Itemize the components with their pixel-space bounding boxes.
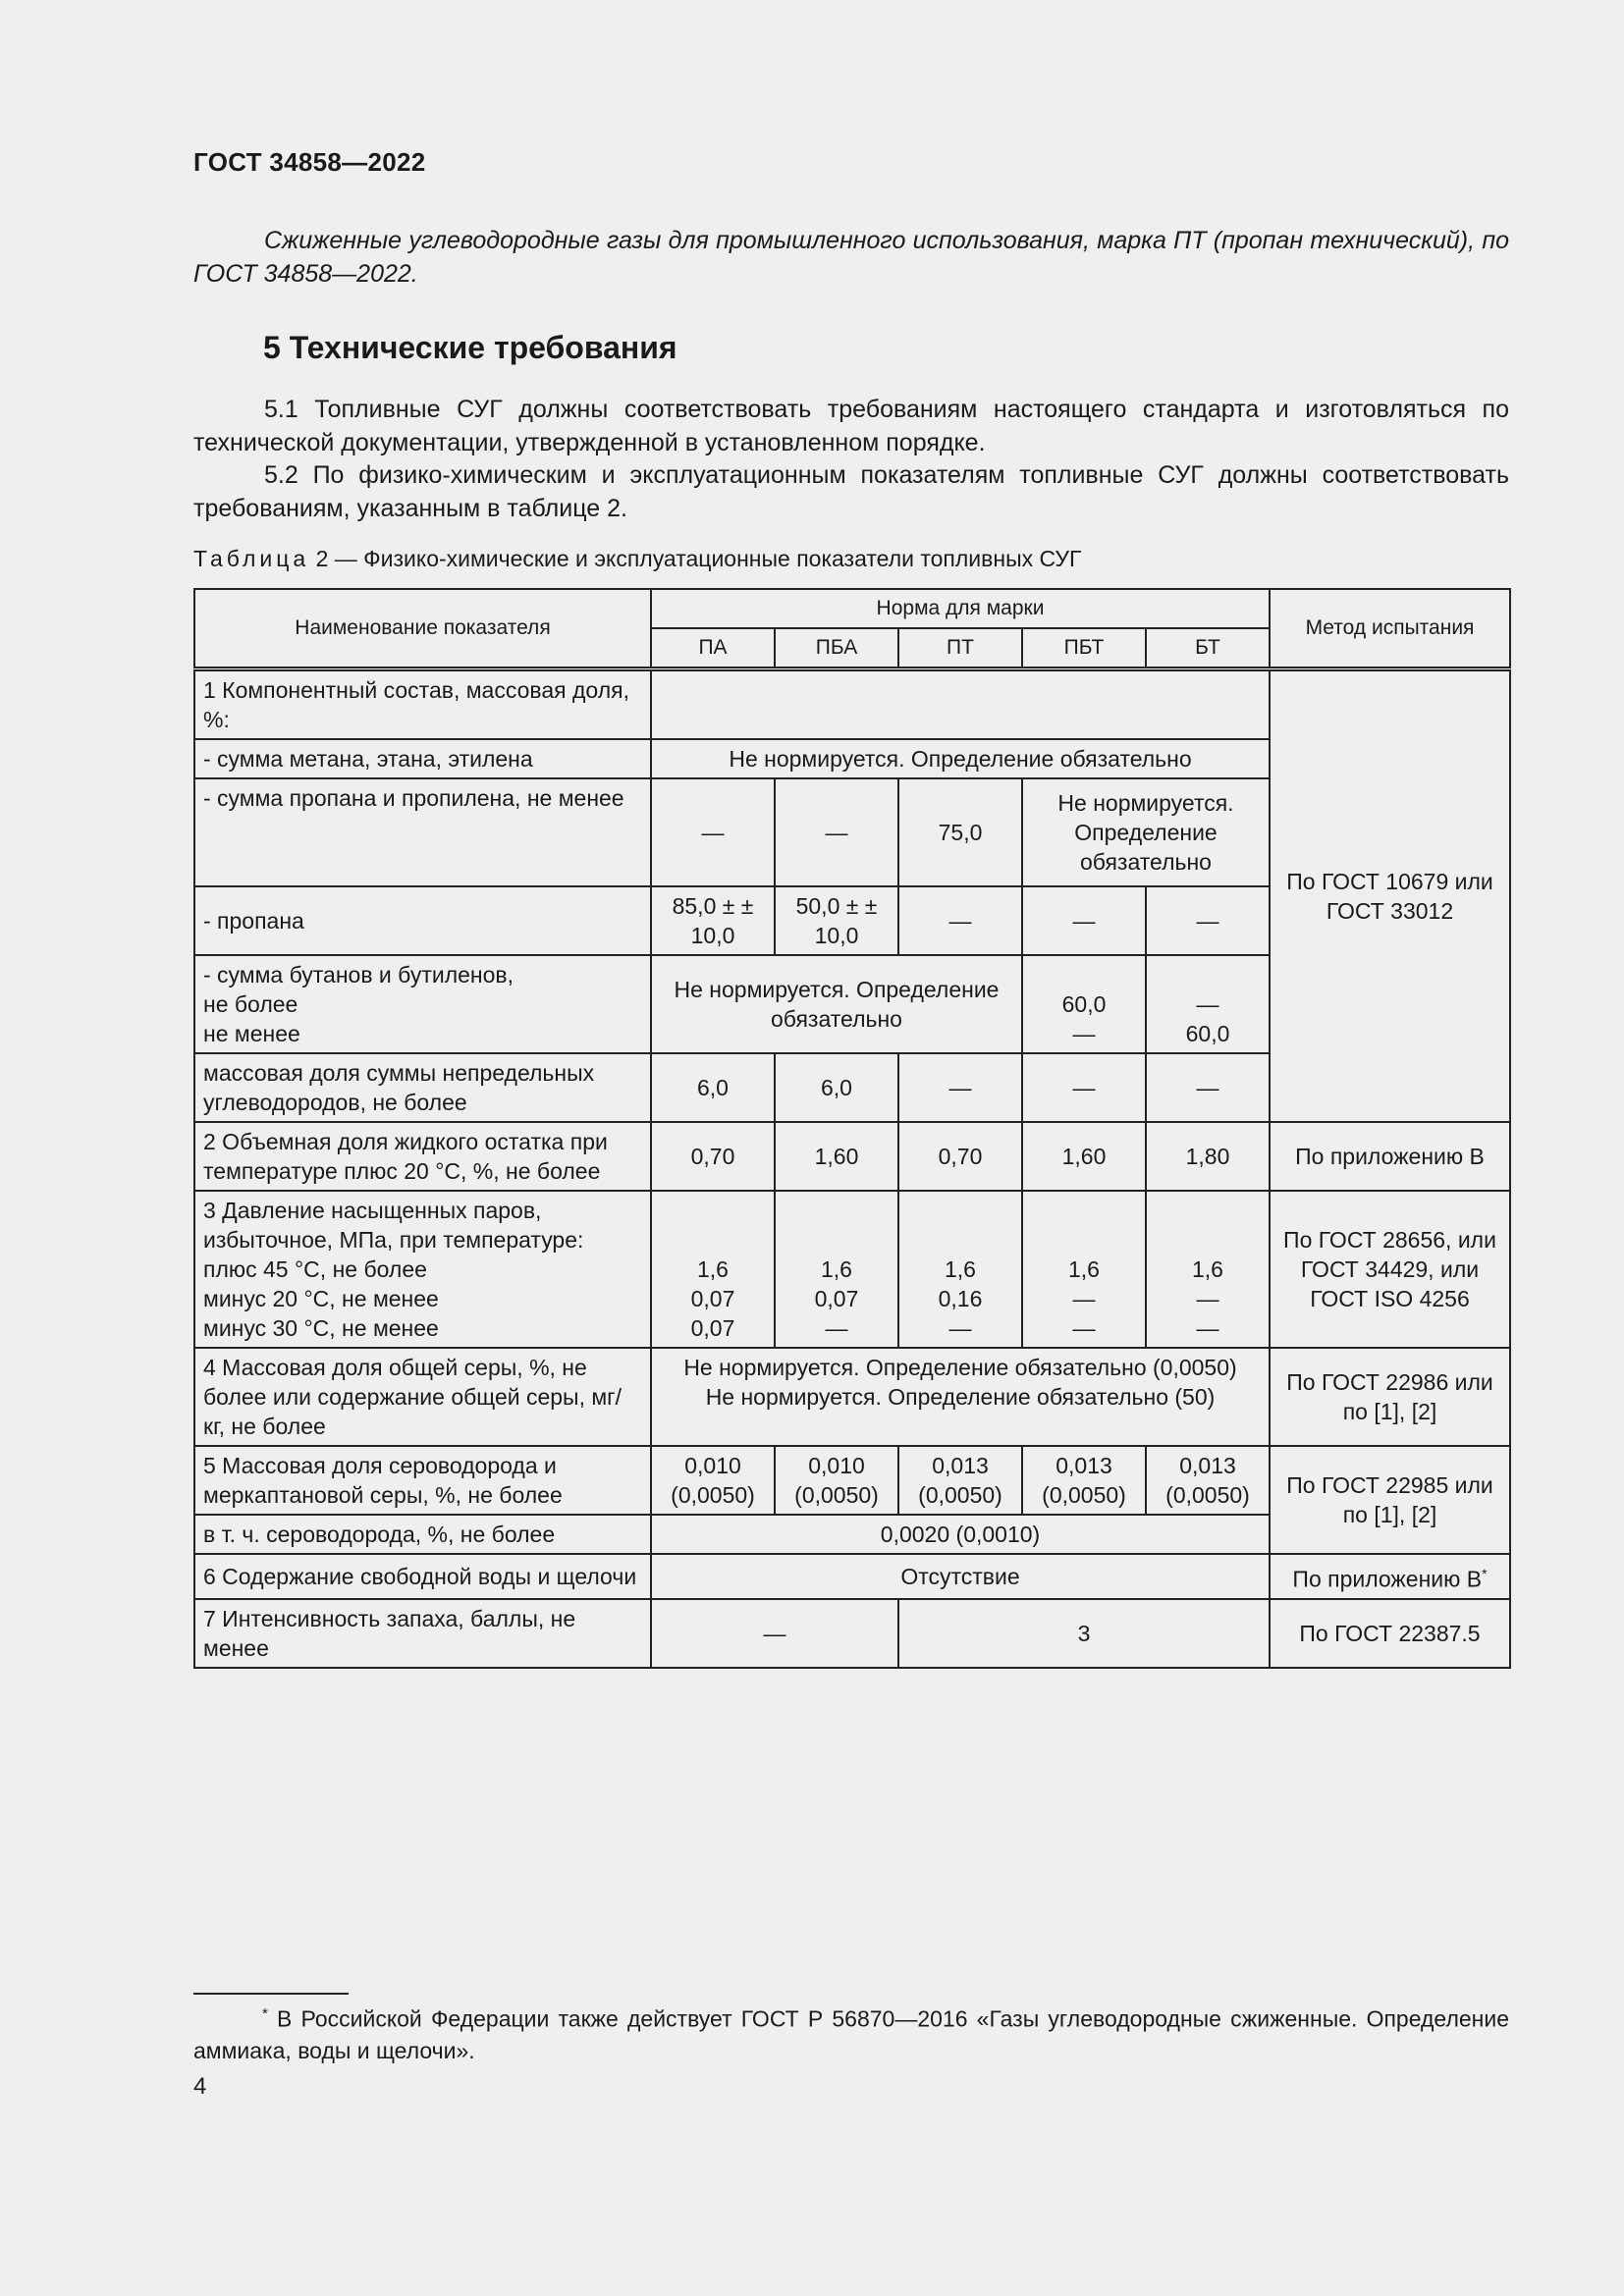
row-3-pa <box>651 1191 775 1348</box>
page-number: 4 <box>193 2073 207 2100</box>
row-3-name <box>194 1191 651 1348</box>
row-1d-first: Не нормируется. Определение обязательно <box>651 955 1022 1053</box>
row-1c-pt: — <box>898 886 1022 955</box>
grade-bt: БТ <box>1146 628 1270 669</box>
table-header-row <box>194 589 1510 628</box>
row-3-pt-2: 0,16 <box>938 1286 983 1311</box>
table-caption-word: Таблица <box>193 546 310 571</box>
row-6-method-mark: * <box>1482 1566 1488 1581</box>
row-1b-name: - сумма пропана и пропилена, не менее <box>194 778 651 886</box>
row-1d-pbt <box>1022 955 1146 1053</box>
row-3-pba-1: 1,6 <box>821 1256 852 1282</box>
row-1-method: По ГОСТ 10679 или ГОСТ 33012 <box>1270 669 1510 1123</box>
row-5-name: 5 Массовая доля сероводорода и меркаптановой серы, %, не более <box>194 1446 651 1515</box>
row-3-pa-3: 0,07 <box>690 1315 735 1341</box>
row-5-pt: 0,013 (0,0050) <box>898 1446 1022 1515</box>
row-1d-bt-1: — <box>1196 991 1219 1017</box>
grade-pba: ПБА <box>775 628 898 669</box>
row-3-bt-2: — <box>1196 1286 1219 1311</box>
table-row <box>194 1446 1510 1515</box>
row-3-bt-3: — <box>1196 1315 1219 1341</box>
table-caption-text: 2 — Физико-химические и эксплуатационные показатели топливных СУГ <box>309 546 1082 571</box>
row-3-pt <box>898 1191 1022 1348</box>
row-1b-pa: — <box>651 778 775 886</box>
row-1-empty <box>651 669 1270 740</box>
grade-pt: ПТ <box>898 628 1022 669</box>
row-1c-pa: 85,0 ± ± 10,0 <box>651 886 775 955</box>
table-row <box>194 669 1510 740</box>
row-1d-bt <box>1146 955 1270 1053</box>
header-norm: Норма для марки <box>651 589 1270 628</box>
row-1c-pbt: — <box>1022 886 1146 955</box>
row-2-pba: 1,60 <box>775 1122 898 1191</box>
row-3-bt-1: 1,6 <box>1192 1256 1223 1282</box>
row-1c-pba: 50,0 ± ± 10,0 <box>775 886 898 955</box>
row-3-name-line2: плюс 45 °С, не более <box>203 1256 427 1282</box>
row-3-pba-2: 0,07 <box>814 1286 859 1311</box>
row-4-value <box>651 1348 1270 1446</box>
row-1a-name: - сумма метана, этана, этилена <box>194 739 651 778</box>
table-row <box>194 1599 1510 1668</box>
row-3-pbt-2: — <box>1072 1286 1096 1311</box>
row-3-pbt <box>1022 1191 1146 1348</box>
grade-pbt: ПБТ <box>1022 628 1146 669</box>
row-1d-name <box>194 955 651 1053</box>
row-3-pa-1: 1,6 <box>697 1256 729 1282</box>
row-5-bt: 0,013 (0,0050) <box>1146 1446 1270 1515</box>
row-7-method: По ГОСТ 22387.5 <box>1270 1599 1510 1668</box>
row-1b-rest: Не нормируется. Определение обязательно <box>1022 778 1270 886</box>
row-7-name: 7 Интенсивность запаха, баллы, не менее <box>194 1599 651 1668</box>
row-2-method: По приложению В <box>1270 1122 1510 1191</box>
grade-pa: ПА <box>651 628 775 669</box>
row-2-pbt: 1,60 <box>1022 1122 1146 1191</box>
footnote-text: В Российской Федерации также действует ГОСТ Р 56870—2016 «Газы углеводородные сжиженные. Определение аммиака, воды и щелочи». <box>193 2005 1509 2063</box>
row-1e-bt: — <box>1146 1053 1270 1122</box>
row-1c-bt: — <box>1146 886 1270 955</box>
row-1c-name: - пропана <box>194 886 651 955</box>
row-5-pa: 0,010 (0,0050) <box>651 1446 775 1515</box>
header-method: Метод испытания <box>1270 589 1510 669</box>
row-1d-name-line3: не менее <box>203 1021 300 1046</box>
row-3-pbt-3: — <box>1072 1315 1096 1341</box>
row-4-value-1: Не нормируется. Определение обязательно (0,0050) <box>683 1355 1237 1380</box>
row-3-name-line1: 3 Давление насыщенных паров, избыточное, МПа, при температуре: <box>203 1198 584 1253</box>
row-4-method: По ГОСТ 22986 или по [1], [2] <box>1270 1348 1510 1446</box>
row-1b-pba: — <box>775 778 898 886</box>
row-1e-name: массовая доля суммы непредельных углеводородов, не более <box>194 1053 651 1122</box>
row-4-name: 4 Массовая доля общей серы, %, не более или содержание общей серы, мг/кг, не более <box>194 1348 651 1446</box>
row-3-pt-1: 1,6 <box>945 1256 976 1282</box>
row-6-name: 6 Содержание свободной воды и щелочи <box>194 1554 651 1599</box>
row-4-value-2: Не нормируется. Определение обязательно (50) <box>705 1384 1216 1410</box>
row-1e-pbt: — <box>1022 1053 1146 1122</box>
row-2-pa: 0,70 <box>651 1122 775 1191</box>
row-3-pa-2: 0,07 <box>690 1286 735 1311</box>
table-row <box>194 1122 1510 1191</box>
row-7-rest: 3 <box>898 1599 1270 1668</box>
paragraph-5-1: 5.1 Топливные СУГ должны соответствовать требованиям настоящего стандарта и изготовляться по технической документации, утвержденной в установленном порядке. <box>193 396 1509 456</box>
row-7-first: — <box>651 1599 898 1668</box>
row-1-name: 1 Компонентный состав, массовая доля, %: <box>194 669 651 740</box>
row-6-method <box>1270 1554 1510 1599</box>
row-3-pba-3: — <box>825 1315 848 1341</box>
row-5-pba: 0,010 (0,0050) <box>775 1446 898 1515</box>
row-6-method-text: По приложению В <box>1292 1566 1483 1592</box>
row-3-pba <box>775 1191 898 1348</box>
document-code: ГОСТ 34858—2022 <box>193 147 426 177</box>
row-1a-value: Не нормируется. Определение обязательно <box>651 739 1270 778</box>
footnote-mark: * <box>262 2005 268 2022</box>
requirements-table <box>193 588 1511 1669</box>
row-1e-pt: — <box>898 1053 1022 1122</box>
table-row <box>194 1191 1510 1348</box>
footnote-divider <box>193 1993 349 1995</box>
row-2-bt: 1,80 <box>1146 1122 1270 1191</box>
row-5a-name: в т. ч. сероводорода, %, не более <box>194 1515 651 1554</box>
row-2-name: 2 Объемная доля жидкого остатка при температуре плюс 20 °С, %, не более <box>194 1122 651 1191</box>
row-3-method: По ГОСТ 28656, или ГОСТ 34429, или ГОСТ ISO 4256 <box>1270 1191 1510 1348</box>
row-3-name-line4: минус 30 °С, не менее <box>203 1315 439 1341</box>
header-name: Наименование показателя <box>194 589 651 669</box>
table-row <box>194 1348 1510 1446</box>
row-5a-value: 0,0020 (0,0010) <box>651 1515 1270 1554</box>
row-1d-name-line2: не более <box>203 991 298 1017</box>
row-1d-pbt-1: 60,0 <box>1061 991 1107 1017</box>
row-1e-pba: 6,0 <box>775 1053 898 1122</box>
table-caption <box>193 546 1081 572</box>
row-2-pt: 0,70 <box>898 1122 1022 1191</box>
row-1e-pa: 6,0 <box>651 1053 775 1122</box>
row-1b-pt: 75,0 <box>898 778 1022 886</box>
row-3-pt-3: — <box>948 1315 972 1341</box>
paragraph-5-2: 5.2 По физико-химическим и эксплуатационным показателям топливные СУГ должны соответствовать требованиям, указанным в таблице 2. <box>193 461 1509 522</box>
row-5-method: По ГОСТ 22985 или по [1], [2] <box>1270 1446 1510 1554</box>
table-row <box>194 1554 1510 1599</box>
row-1d-bt-2: 60,0 <box>1185 1021 1230 1046</box>
intro-paragraph: Сжиженные углеводородные газы для промышленного использования, марка ПТ (пропан технический), по ГОСТ 34858—2022. <box>193 227 1509 288</box>
section-title: 5 Технические требования <box>263 330 677 365</box>
row-6-value: Отсутствие <box>651 1554 1270 1599</box>
row-1d-pbt-2: — <box>1072 1021 1096 1046</box>
row-3-bt <box>1146 1191 1270 1348</box>
footnote <box>193 1999 1509 2066</box>
row-3-name-line3: минус 20 °С, не менее <box>203 1286 439 1311</box>
row-5-pbt: 0,013 (0,0050) <box>1022 1446 1146 1515</box>
row-1d-name-line1: - сумма бутанов и бутиленов, <box>203 962 514 988</box>
row-3-pbt-1: 1,6 <box>1068 1256 1100 1282</box>
